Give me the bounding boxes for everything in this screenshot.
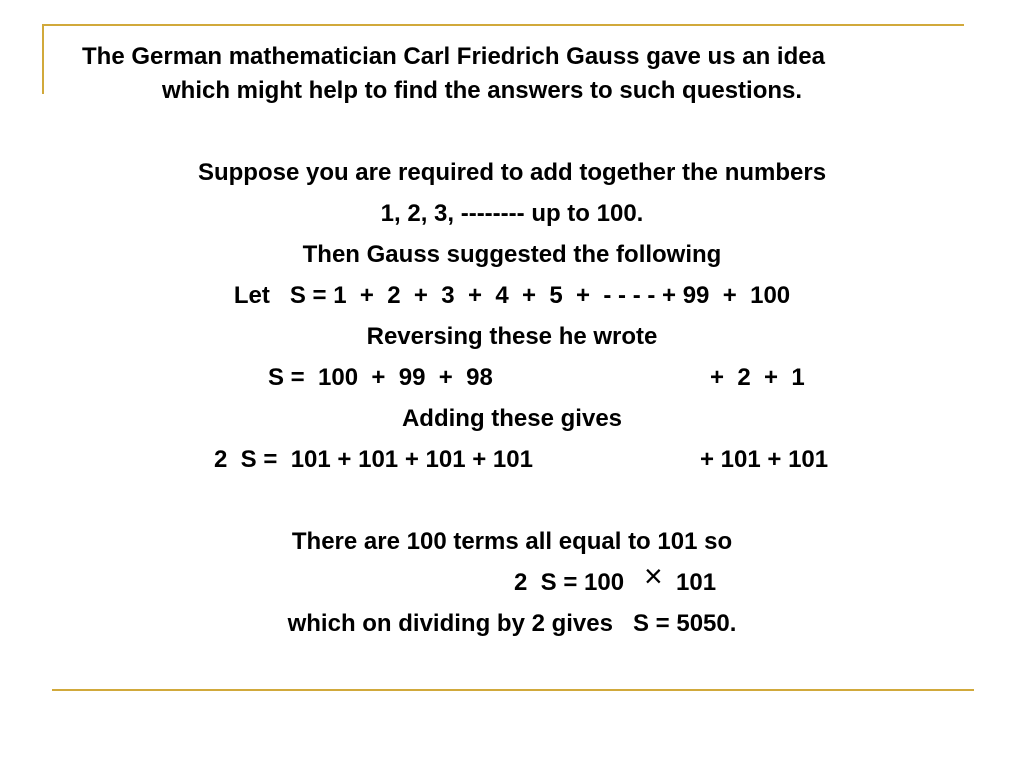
reverse-equation-left: S = 100 + 99 + 98	[268, 364, 493, 391]
intro-line-1: The German mathematician Carl Friedrich Gauss gave us an idea	[82, 43, 825, 70]
sequence-line: 1, 2, 3, -------- up to 100.	[380, 200, 644, 227]
adding-line: Adding these gives	[401, 405, 623, 432]
sum-equation-right: + 101 + 101	[700, 446, 829, 473]
top-rule	[42, 24, 964, 26]
result-line: which on dividing by 2 gives S = 5050.	[287, 610, 737, 637]
let-s-equation: Let S = 1 + 2 + 3 + 4 + 5 + - - - - + 99 + 100	[233, 282, 791, 309]
reversing-line: Reversing these he wrote	[366, 323, 658, 350]
product-equation-left: 2 S = 100	[514, 569, 625, 596]
then-gauss-line: Then Gauss suggested the following	[302, 241, 722, 268]
reverse-equation-right: + 2 + 1	[710, 364, 805, 391]
sum-equation-left: 2 S = 101 + 101 + 101 + 101	[214, 446, 533, 473]
intro-line-2: which might help to find the answers to such questions.	[162, 77, 803, 104]
bottom-rule	[52, 689, 974, 691]
product-equation-right: 101	[676, 569, 717, 596]
times-icon: ×	[644, 558, 663, 594]
left-rule	[42, 24, 44, 94]
suppose-line: Suppose you are required to add together the numbers	[197, 159, 827, 186]
terms-line: There are 100 terms all equal to 101 so	[291, 528, 733, 555]
